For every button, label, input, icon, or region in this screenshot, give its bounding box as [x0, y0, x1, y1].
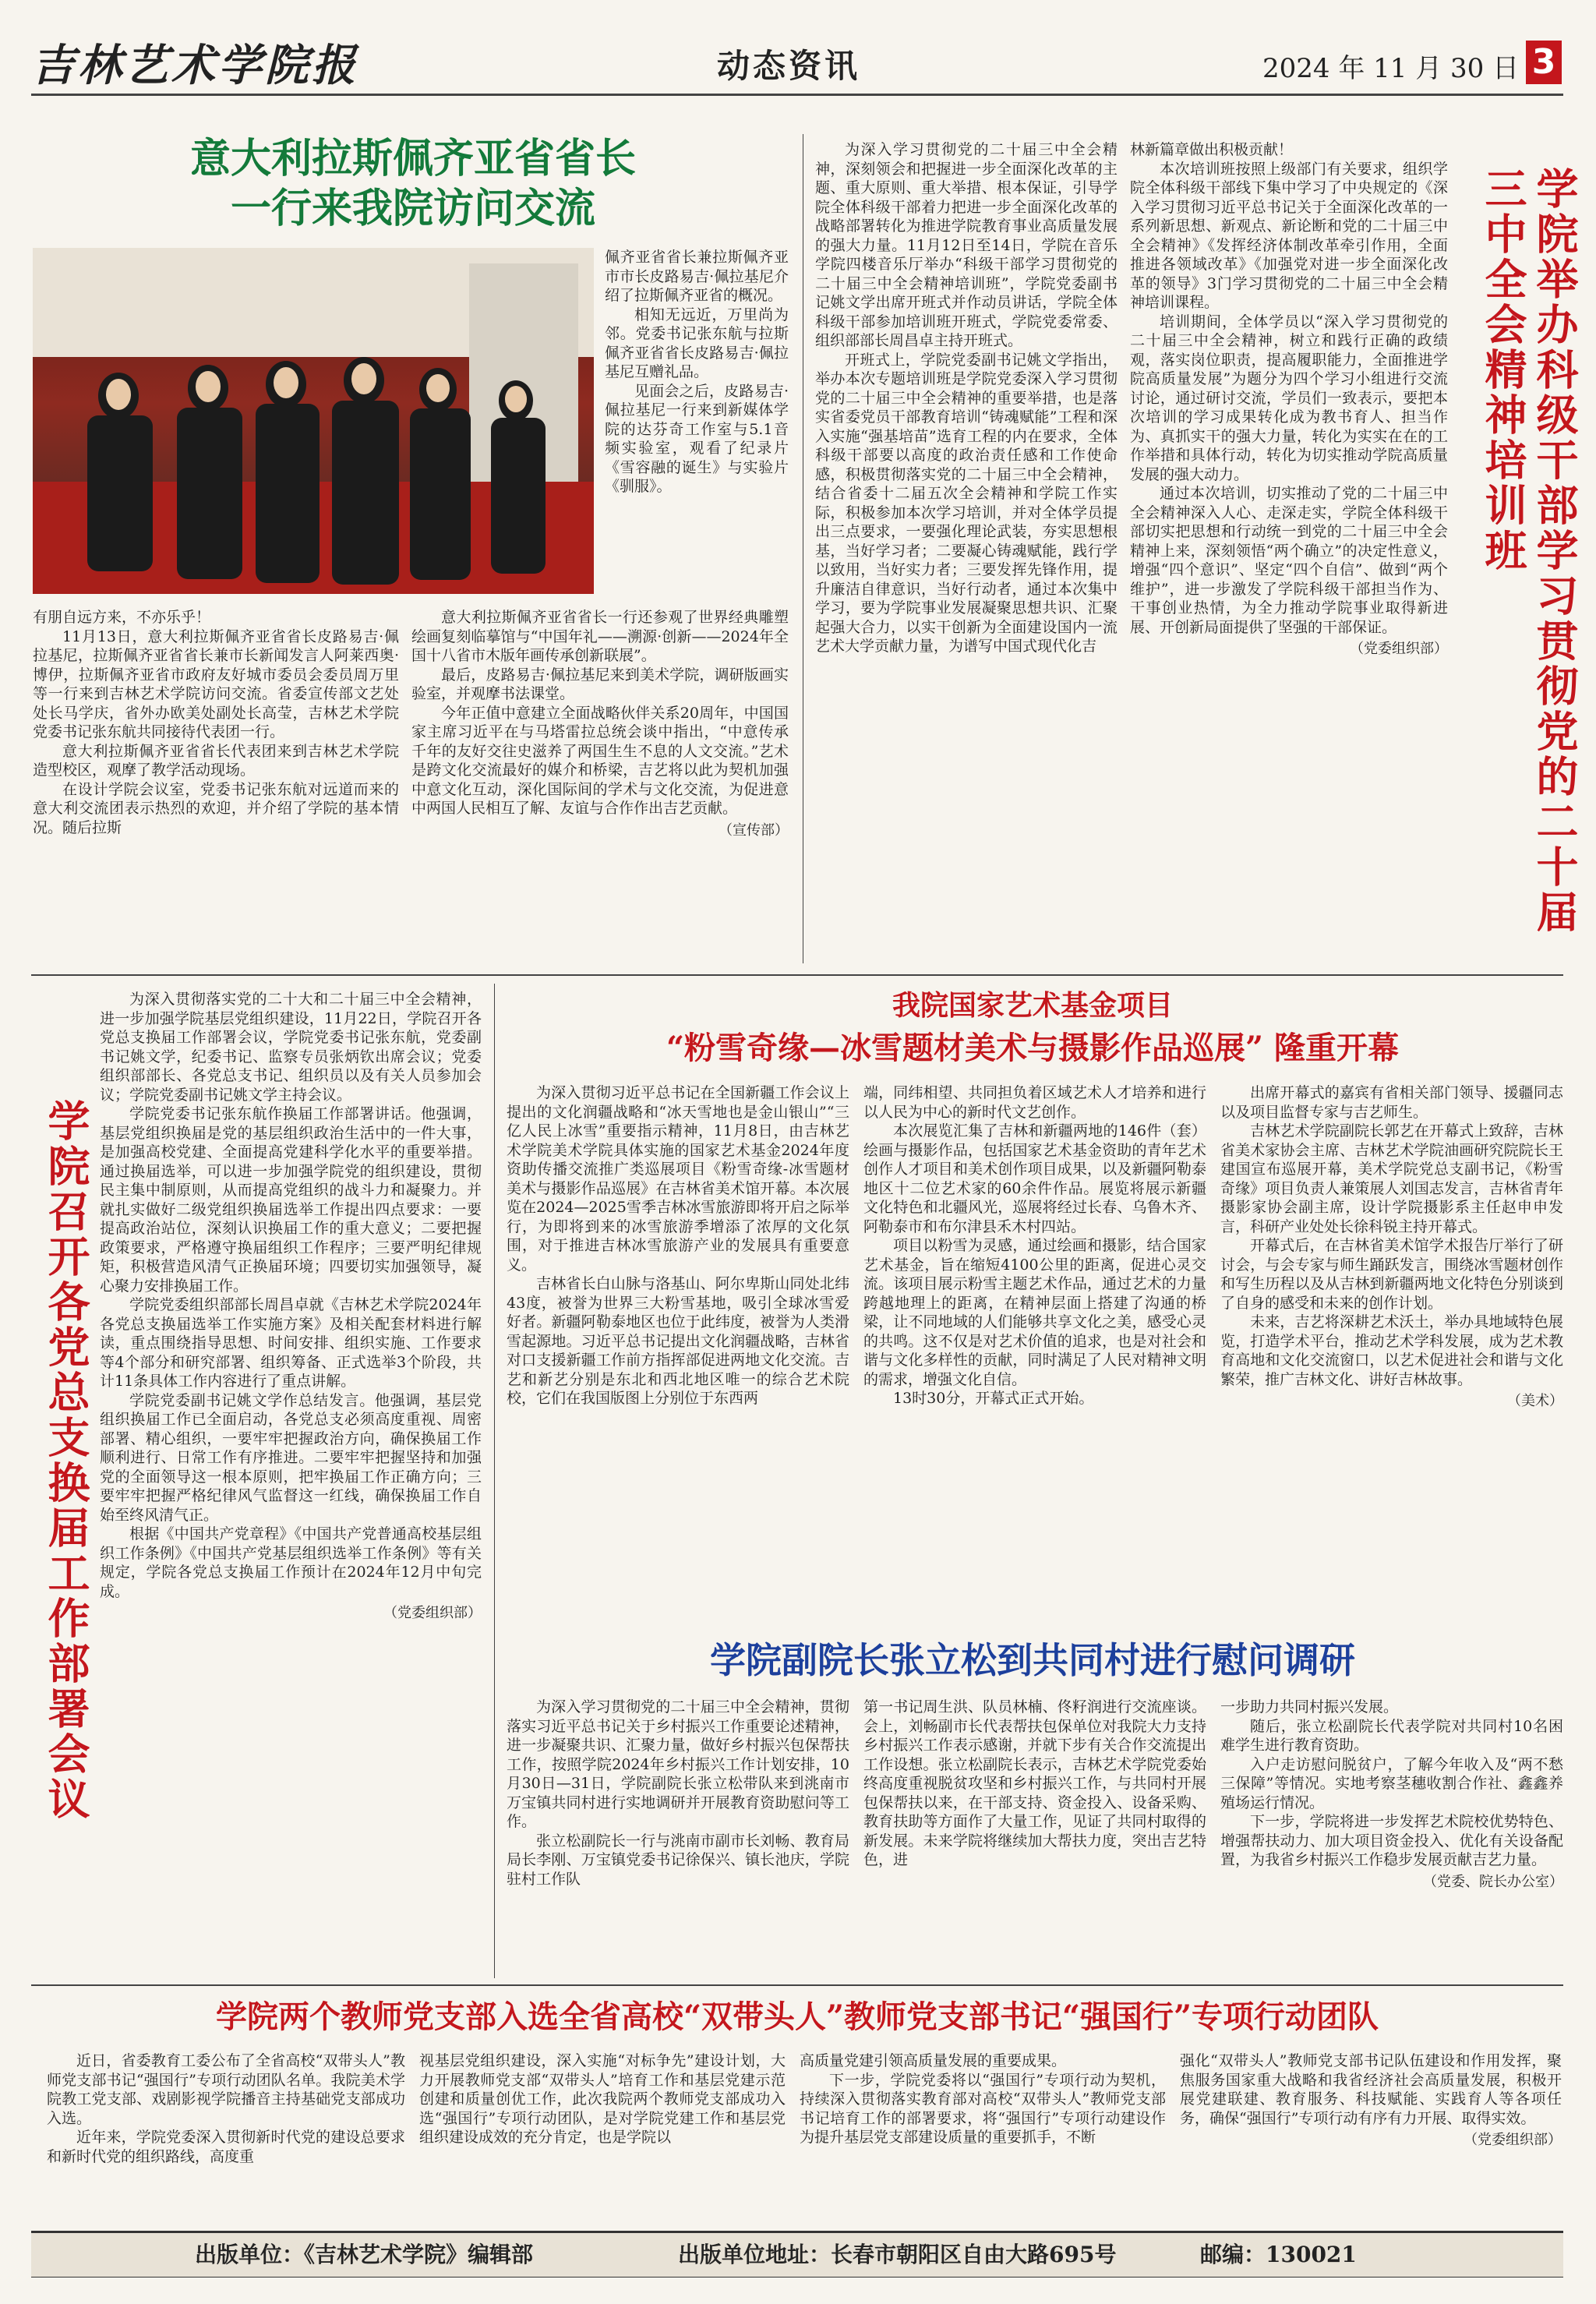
article5-column-2	[863, 1698, 1206, 1870]
footer-postcode: 邮编：130021	[1200, 2242, 1357, 2267]
article4-title: “粉雪奇缘—冰雪题材美术与摄影作品巡展” 隆重开幕	[666, 1030, 1399, 1066]
paragraph: 见面会之后，皮路易吉·佩拉基尼一行来到新媒体学院的达芬奇工作室与5.1音频实验室，观看了纪录片《雪容融的诞生》与实验片《驯服》。	[605, 382, 789, 495]
paragraph: 入户走访慰问脱贫户，了解今年收入及“两不愁三保障”等情况。实地考察茎穗收割合作社、鑫鑫养殖场运行情况。	[1220, 1755, 1563, 1811]
article6-column-4	[1180, 2051, 1562, 2150]
paragraph: 意大利拉斯佩齐亚省省长一行还参观了世界经典雕塑绘画复刻临摹馆与“中国年礼——溯源·创新——2024年全国十八省市木版年画传承创新联展”。	[411, 609, 789, 664]
paragraph: 最后，皮路易吉·佩拉基尼来到美术学院，调研版画实验室，并观摩书法课堂。	[411, 666, 789, 702]
article3-body	[100, 990, 482, 1624]
paragraph: 今年正值中意建立全面战略伙伴关系20周年，中国国家主席习近平在与马塔雷拉总统会谈中指出，“中意传承千年的友好交往史滋养了两国生生不息的人文交流。”艺术是跨文化交流最好的媒介和桥梁，吉艺将以此为契机加强中意文化互动，深化国际间的学术与文化交流，为促进意中两国人民相互了解、友谊与合作作出吉艺贡献。	[411, 704, 789, 817]
paragraph: 通过本次培训，切实推动了党的二十届三中全会精神深入人心、走深走实，学院全体科级干部切实把思想和行动统一到党的二十届三中全会精神上来，深刻领悟“两个确立”的决定性意义，增强“四个意识”、坚定“四个自信”、做到“两个维护”，进一步激发了学院科级干部担当作为、干事创业热情，为全力推动学院事业取得新进展、开创新局面提供了坚强的干部保证。	[1130, 485, 1448, 636]
paragraph: 为深入学习贯彻党的二十届三中全会精神，贯彻落实习近平总书记关于乡村振兴工作重要论述精神，进一步凝聚共识、汇聚力量，做好乡村振兴包保帮扶工作，按照学院2024年乡村振兴工作计划安排，10月30日—31日，学院副院长张立松带队来到洮南市万宝镇共同村进行实地调研并开展教育资助慰问等工作。	[507, 1698, 849, 1830]
header-rule	[31, 94, 1563, 96]
paragraph: 未来，吉艺将深耕艺术沃土，举办具地域特色展览，打造学术平台，推动艺术学科发展，成为艺术教育高地和文化交流窗口，以艺术促进社会和谐与文化繁荣，推广吉林文化、讲好吉林故事。	[1220, 1313, 1563, 1388]
paragraph: 意大利拉斯佩齐亚省省长代表团来到吉林艺术学院造型校区，观摩了教学活动现场。	[33, 742, 399, 779]
paragraph: 吉林艺术学院副院长郭艺在开幕式上致辞，吉林省美术家协会主席、吉林艺术学院油画研究院院长王建国宣布巡展开幕，美术学院党总支副书记，《粉雪奇缘》项目负责人兼策展人刘国志发言，吉林省青年摄影家协会副主席，设计学院摄影系主任赵申申发言，科研产业处处长徐科锐主持开幕式。	[1220, 1122, 1563, 1235]
article6-column-1	[47, 2051, 405, 2166]
section-divider	[31, 1984, 1563, 1986]
paragraph: 开班式上，学院党委副书记姚文学指出，举办本次专题培训班是学院党委深入学习贯彻党的二十届三中全会精神的重要举措，也是落实省委党员干部教育培训“铸魂赋能”工程和深入实施“强基培苗”选育工程的内在要求，全体科级干部要以高度的政治责任感和工作使命感，积极贯彻落实党的二十届三中全会精神，结合省委十二届五次全会精神和学院工作实际，积极参加本次学习培训，并对全体学员提出三点要求，一要强化理论武装，夯实思想根基，当好学习者；二要凝心铸魂赋能，践行学以致用，当好实力者；三要发挥先锋作用，提升廉洁自律意识，当好行动者，通过本次集中学习，要为学院事业发展凝聚思想共识、汇聚起强大合力，以实干创新为全面建设国内一流艺术大学贡献力量，为谱写中国式现代化吉	[815, 351, 1118, 655]
paragraph: 林新篇章做出积极贡献！	[1130, 141, 1294, 158]
article5-credit: （党委、院长办公室）	[1423, 1873, 1563, 1890]
article1-credit: （宣传部）	[719, 822, 789, 839]
paragraph: 为深入贯彻落实党的二十大和二十届三中全会精神，进一步加强学院基层党组织建设，11月22日，学院召开各党总支换届工作部署会议，学院党委书记张东航，党委副书记姚文学，纪委书记、监察专员张炳钦出席会议；党委组织部部长、各党总支书记、组织员以及有关人员参加会议；学院党委副书记姚文学主持会议。	[100, 991, 482, 1104]
article5-title: 学院副院长张立松到共同村进行慰问调研	[710, 1639, 1355, 1681]
paragraph: 项目以粉雪为灵感，通过绘画和摄影，结合国家艺术基金，旨在缩短4100公里的距离，促进心灵交流。该项目展示粉雪主题艺术作品，通过艺术的力量跨越地理上的距离，在精神层面上搭建了沟通的桥梁，让不同地域的人们能够共享文化之美，感受心灵的共鸣。这不仅是对艺术价值的追求，也是对社会和谐与文化多样性的贡献，同时满足了人民对精神文明的需求，增强文化自信。	[863, 1237, 1206, 1388]
paragraph: 开幕式后，在吉林省美术馆学术报告厅举行了研讨会，与会专家与师生踊跃发言，围绕冰雪题材创作和写生历程以及从吉林到新疆两地文化特色分别谈到了自身的感受和未来的创作计划。	[1220, 1237, 1563, 1312]
paragraph: 近年来，学院党委深入贯彻新时代党的建设总要求和新时代党的组织路线，高度重	[47, 2129, 405, 2165]
paragraph: 下一步，学院党委将以“强国行”专项行动为契机，持续深入贯彻落实教育部对高校“双带头人”教师党支部书记培育工作的部署要求，将“强国行”专项行动建设作为提升基层党支部建设质量的重要抓手，不断	[800, 2071, 1166, 2146]
masthead: 吉林艺术学院报	[31, 40, 358, 91]
paragraph: 视基层党组织建设，深入实施“对标争先”建设计划，大力开展教师党支部“双带头人”培育工作和基层党建示范创建和质量创优工作，此次我院两个教师党支部成功入选“强国行”专项行动团队，是对学院党建工作和基层党组织建设成效的充分肯定，也是学院以	[419, 2052, 786, 2146]
article1-title	[47, 134, 779, 234]
paragraph: 11月13日，意大利拉斯佩齐亚省省长皮路易吉·佩拉基尼，拉斯佩齐亚省省长兼市长新闻发言人阿莱西奥·博伊，拉斯佩齐亚省市政府友好城市委员会委员周万里等一行来到吉林艺术学院访问交流。省委宣传部文艺处处长马学庆，省外办欧美处副处长高莹，吉林艺术学院党委书记张东航共同接待代表团一行。	[33, 627, 399, 740]
article1-column-2	[411, 608, 789, 840]
footer-bar	[31, 2231, 1563, 2277]
paragraph: 13时30分，开幕式正式开始。	[893, 1390, 1094, 1407]
article5-column-1	[507, 1698, 849, 1889]
paragraph: 张立松副院长一行与洮南市副市长刘畅、教育局局长李刚、万宝镇党委书记徐保兴、镇长池庆，学院驻村工作队	[507, 1832, 849, 1888]
article2-column-2	[1130, 140, 1448, 659]
paragraph: 为深入贯彻习近平总书记在全国新疆工作会议上提出的文化润疆战略和“冰天雪地也是金山银山”“三亿人民上冰雪”重要指示精神，11月8日，由吉林艺术学院美术学院具体实施的国家艺术基金2024年度资助传播交流推广类巡展项目《粉雪奇缘-冰雪题材美术与摄影作品巡展》在吉林省美术馆开幕。本次展览在2024—2025雪季吉林冰雪旅游即将开启之际举行，为即将到来的冰雪旅游季增添了浓厚的文化氛围，对于推进吉林冰雪旅游产业的发展具有重要意义。	[507, 1084, 849, 1274]
footer-publisher: 出版单位：《吉林艺术学院》编辑部	[195, 2242, 534, 2267]
paragraph: 端，同纬相望、共同担负着区域艺术人才培养和进行以人民为中心的新时代文艺创作。	[863, 1084, 1206, 1121]
footer-address: 出版单位地址：长春市朝阳区自由大路695号	[678, 2242, 1117, 2267]
article3-credit: （党委组织部）	[383, 1605, 482, 1621]
paragraph: 培训期间，全体学员以“深入学习贯彻党的二十届三中全会精神，树立和践行正确的政绩观，落实岗位职责，提高履职能力，全面推进学院高质量发展”为题分为四个学习小组进行交流讨论，通过研讨交流，学员们一致表示，要把本次培训的学习成果转化成为教书育人、担当作为、真抓实干的强大力量，转化为实实在在的工作举措和具体行动，转化为切实推动学院高质量发展的强大动力。	[1130, 313, 1448, 483]
article1-title-line2: 一行来我院访问交流	[230, 185, 595, 232]
article6-credit: （党委组织部）	[1464, 2132, 1562, 2148]
paragraph: 相知无远近，万里尚为邻。党委书记张东航与拉斯佩齐亚省省长皮路易吉·佩拉基尼互赠礼品。	[605, 306, 789, 380]
paragraph: 有朋自远方来，不亦乐乎！	[33, 609, 211, 626]
article6-column-3	[800, 2051, 1166, 2147]
paragraph: 吉林省长白山脉与洛基山、阿尔卑斯山同处北纬43度，被誉为世界三大粉雪基地，吸引全球冰雪爱好者。新疆阿勒泰地区也位于此纬度，被誉为人类滑雪起源地。习近平总书记提出文化润疆战略，吉林省对口支援新疆工作前方指挥部促进两地文化交流。吉艺和新艺分别是东北和西北地区唯一的综合艺术院校，它们在我国版图上分别位于东西两	[507, 1275, 849, 1407]
article4-subtitle: 我院国家艺术基金项目	[892, 989, 1173, 1022]
article4-column-3	[1220, 1083, 1563, 1412]
paragraph: 学院党委副书记姚文学作总结发言。他强调，基层党组织换届工作已全面启动，各党总支必须高度重视、周密部署、精心组织，一要牢牢把握政治方向，确保换届工作顺利进行、日常工作有序推进。二要牢牢把握坚持和加强党的全面领导这一根本原则，把牢换届工作正确方向；三要牢牢把握严格纪律风气监督这一红线，确保换届工作自始至终风清气正。	[100, 1391, 482, 1524]
paragraph: 高质量党建引领高质量发展的重要成果。	[800, 2052, 1067, 2069]
paragraph: 出席开幕式的嘉宾有省相关部门领导、援疆同志以及项目监督专家与吉艺师生。	[1220, 1084, 1563, 1121]
paragraph: 一步助力共同村振兴发展。	[1220, 1698, 1399, 1716]
article1-photo	[33, 248, 594, 594]
paragraph: 本次培训班按照上级部门有关要求，组织学院全体科级干部线下集中学习了中央规定的《深入学习贯彻习近平总书记关于全面深化改革的一系列新思想、新观点、新论断和党的二十届三中全会精神》《发挥经济体制改革牵引作用，全面推进各领域改革》《加强党对进一步全面深化改革的领导》3门学习贯彻党的二十届三中全会精神培训课程。	[1130, 160, 1448, 311]
article1-title-line1: 意大利拉斯佩齐亚省省长	[189, 135, 636, 182]
issue-date: 2024 年 11 月 30 日	[1262, 53, 1520, 84]
article4-column-1	[507, 1083, 849, 1408]
section-divider	[31, 974, 1563, 976]
paragraph: 随后，张立松副院长代表学院对共同村10名困难学生进行教育资助。	[1220, 1717, 1563, 1754]
article5-column-3	[1220, 1698, 1563, 1892]
paragraph: 本次展览汇集了吉林和新疆两地的146件（套）绘画与摄影作品，包括国家艺术基金资助的青年艺术创作人才项目和美术创作项目成果，以及新疆阿勒泰地区十二位艺术家的60余件作品。展览将展示新疆文化特色和北疆风光，巡展将经过长春、乌鲁木齐、阿勒泰市和布尔津县禾木村四站。	[863, 1122, 1206, 1235]
paragraph: 学院党委组织部部长周昌卓就《吉林艺术学院2024年各党总支换届选举工作实施方案》及相关配套材料进行解读，重点围绕指导思想、时间安排、组织实施、工作要求等4个部分和研究部署、组织筹备、正式选举3个阶段，共计11条具体工作内容进行了重点讲解。	[100, 1296, 482, 1390]
paragraph: 根据《中国共产党章程》《中国共产党普通高校基层组织工作条例》《中国共产党基层组织选举工作条例》等有关规定，学院各党总支换届工作预计在2024年12月中旬完成。	[100, 1525, 482, 1600]
article3-title: 学院召开各党总支换届工作部署会议	[41, 1099, 91, 1822]
article6-column-2	[419, 2051, 786, 2147]
column-divider	[494, 984, 495, 1978]
section-title: 动态资讯	[717, 47, 861, 85]
paragraph: 下一步，学院将进一步发挥艺术院校优势特色、增强帮扶动力、加大项目资金投入、优化有关设备配置，为我省乡村振兴工作稳步发展贡献吉艺力量。	[1220, 1813, 1563, 1868]
paragraph: 第一书记周生洪、队员林楠、佟籽润进行交流座谈。会上，刘畅副市长代表帮扶包保单位对我院大力支持乡村振兴工作表示感谢，并就下步有关合作交流提出工作设想。张立松副院长表示，吉林艺术学院党委始终高度重视脱贫攻坚和乡村振兴工作，与共同村开展包保帮扶以来，在干部支持、资金投入、设备采购、教育扶助等方面作了大量工作，见证了共同村取得的新发展。未来学院将继续加大帮扶力度，突出吉艺特色，进	[863, 1698, 1206, 1868]
article6-title: 学院两个教师党支部入选全省高校“双带头人”教师党支部书记“强国行”专项行动团队	[215, 1998, 1379, 2035]
article2-title: 学院举办科级干部学习贯彻党的二十届三中全会精神培训班	[1478, 167, 1580, 935]
article4-column-2	[863, 1083, 1206, 1408]
article2-column-1	[815, 140, 1118, 656]
paragraph: 强化“双带头人”教师党支部书记队伍建设和作用发挥，聚焦服务国家重大战略和我省经济社会高质量发展，积极开展党建联建、教育服务、科技赋能、实践育人等各项任务，确保“强国行”专项行动有序有力开展、取得实效。	[1180, 2052, 1562, 2127]
article4-credit: （美术）	[1507, 1393, 1563, 1409]
paragraph: 佩齐亚省省长兼拉斯佩齐亚市市长皮路易吉·佩拉基尼介绍了拉斯佩齐亚省的概况。	[605, 249, 789, 304]
paragraph: 在设计学院会议室，党委书记张东航对远道而来的意大利交流团表示热烈的欢迎，并介绍了学院的基本情况。随后拉斯	[33, 780, 399, 836]
article2-credit: （党委组织部）	[1350, 641, 1448, 657]
paragraph: 为深入学习贯彻党的二十届三中全会精神，深刻领会和把握进一步全面深化改革的主题、重大原则、重大举措、根本保证，引导学院全体科级干部着力把进一步全面深化改革的战略部署转化为推进学院教育事业高质量发展的强大力量。11月12日至14日，学院在音乐学院四楼音乐厅举办“科级干部学习贯彻党的二十届三中全会精神培训班”，学院党委副书记姚文学出席开班式并作动员讲话，学院全体科级干部参加培训班开班式，学院党委常委、组织部部长周昌卓主持开班式。	[815, 141, 1118, 349]
paragraph: 近日，省委教育工委公布了全省高校“双带头人”教师党支部书记“强国行”专项行动团队名单。我院美术学院教工党支部、戏剧影视学院播音主持基础党支部成功入选。	[47, 2052, 405, 2127]
page-number-badge: 3	[1526, 41, 1562, 84]
paragraph: 学院党委书记张东航作换届工作部署讲话。他强调，基层党组织换届是党的基层组织政治生活中的一件大事，是加强高校党建、全面提高党建科学化水平的重要举措。通过换届选举，可以进一步加强学院党的组织建设，贯彻民主集中制原则，从而提高党组织的战斗力和凝聚力。并就扎实做好二级党组织换届选举工作提出四点要求：一要提高政治站位，深刻认识换届工作的重大意义；二要把握政策要求，严格遵守换届组织工作程序；三要严明纪律规矩，积极营造风清气正换届环境；四要切实加强领导，凝心聚力安排换届工作。	[100, 1105, 482, 1295]
article1-side-text	[605, 248, 789, 496]
article1-column-1	[33, 608, 399, 837]
